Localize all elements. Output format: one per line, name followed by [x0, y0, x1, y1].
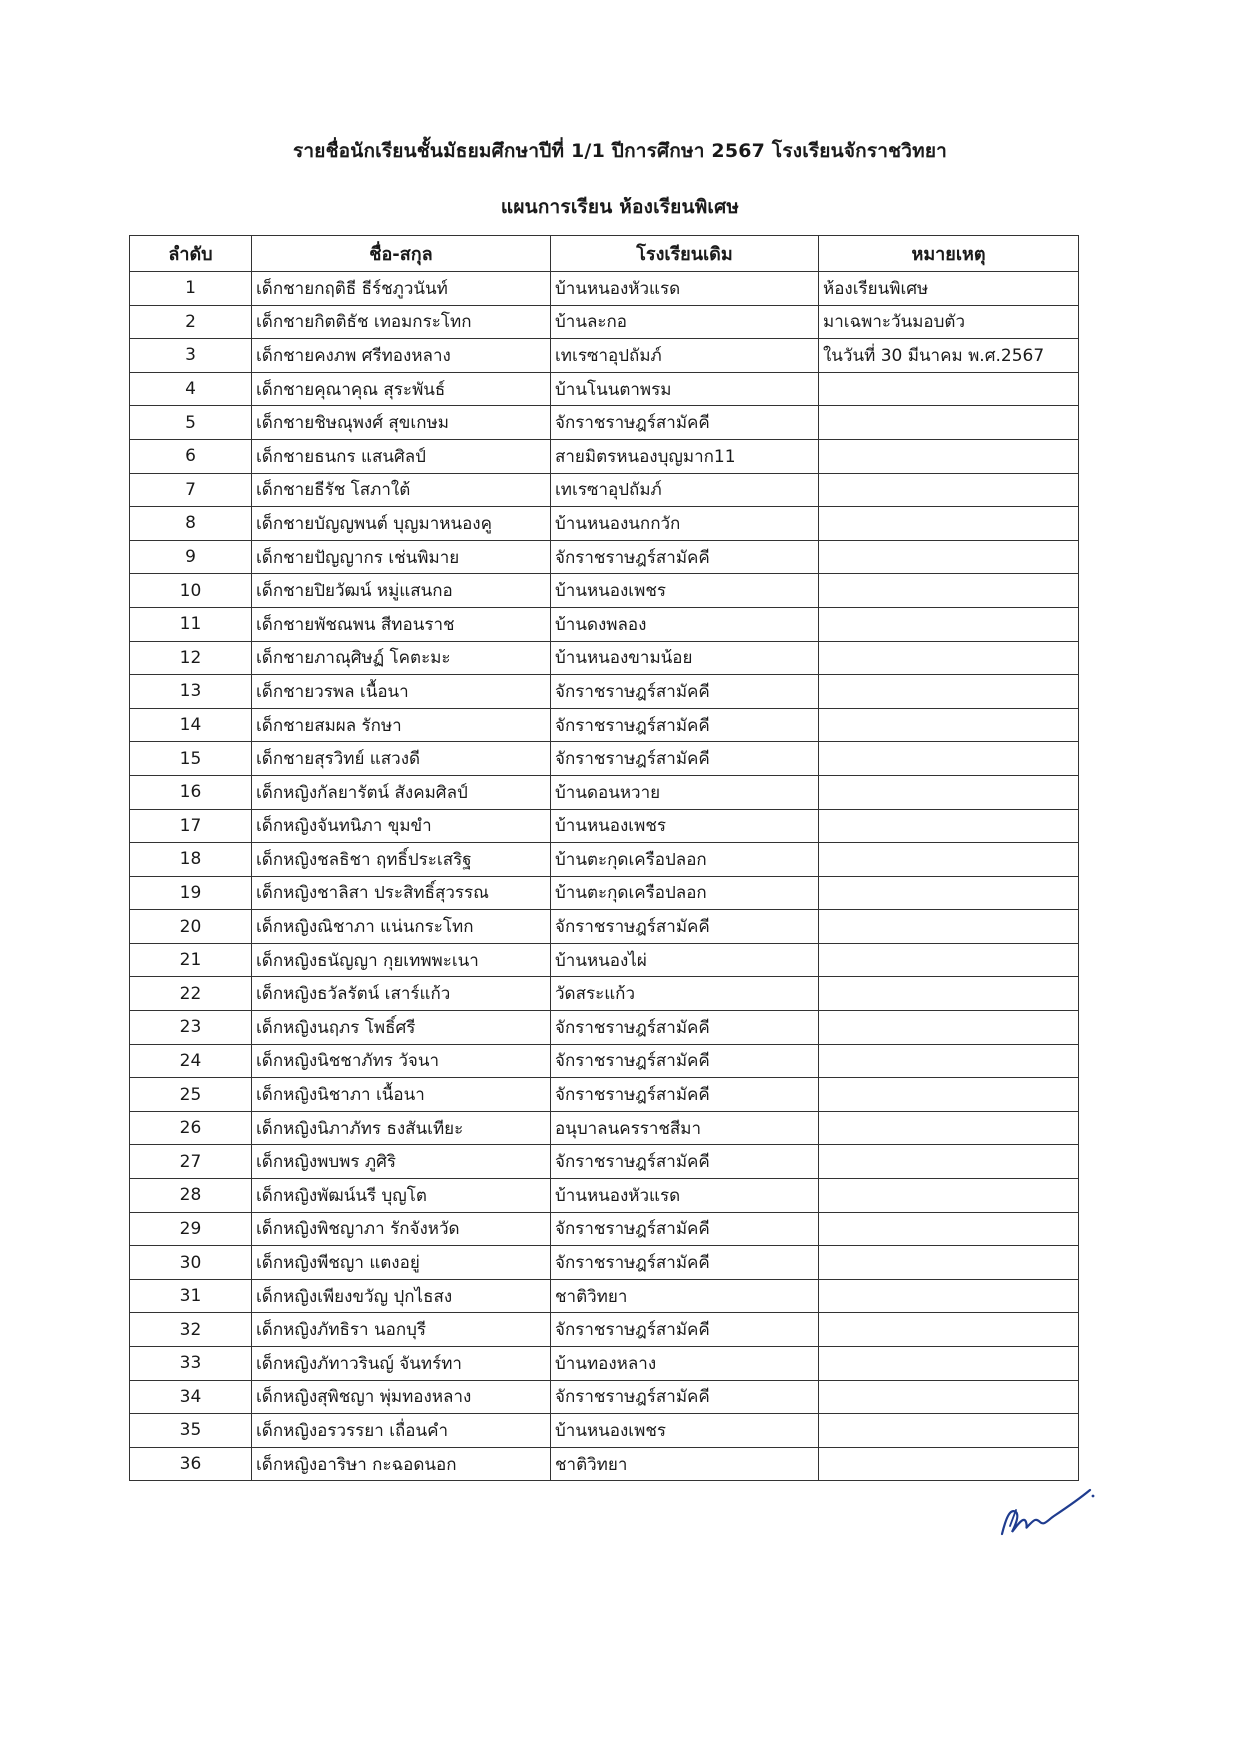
cell-remark — [819, 1212, 1079, 1246]
cell-order: 33 — [130, 1347, 252, 1381]
cell-previous-school: จักราชราษฎร์สามัคคี — [551, 1078, 819, 1112]
cell-previous-school: บ้านหนองเพชร — [551, 809, 819, 843]
cell-remark — [819, 1279, 1079, 1313]
cell-name: เด็กหญิงภัทธิรา นอกบุรี — [252, 1313, 551, 1347]
cell-previous-school: จักราชราษฎร์สามัคคี — [551, 708, 819, 742]
cell-remark — [819, 809, 1079, 843]
cell-name: เด็กชายคุณาคุณ สุระพันธ์ — [252, 372, 551, 406]
cell-name: เด็กหญิงธวัลรัตน์ เสาร์แก้ว — [252, 977, 551, 1011]
cell-order: 5 — [130, 406, 252, 440]
cell-previous-school: จักราชราษฎร์สามัคคี — [551, 1246, 819, 1280]
cell-order: 25 — [130, 1078, 252, 1112]
cell-remark — [819, 372, 1079, 406]
cell-remark — [819, 439, 1079, 473]
cell-order: 36 — [130, 1447, 252, 1481]
cell-previous-school: บ้านหนองเพชร — [551, 574, 819, 608]
cell-previous-school: บ้านหนองไผ่ — [551, 943, 819, 977]
cell-name: เด็กหญิงนิภาภัทร ธงสันเทียะ — [252, 1111, 551, 1145]
cell-remark — [819, 540, 1079, 574]
cell-order: 35 — [130, 1414, 252, 1448]
cell-remark — [819, 1447, 1079, 1481]
table-row — [130, 977, 1079, 1011]
cell-name: เด็กชายกฤติธี ธีร์ชภูวนันท์ — [252, 272, 551, 306]
cell-order: 16 — [130, 775, 252, 809]
cell-remark — [819, 1111, 1079, 1145]
cell-previous-school: สายมิตรหนองบุญมาก11 — [551, 439, 819, 473]
header-previous-school: โรงเรียนเดิม — [551, 236, 819, 272]
cell-order: 32 — [130, 1313, 252, 1347]
cell-order: 4 — [130, 372, 252, 406]
cell-order: 2 — [130, 305, 252, 339]
header-name: ชื่อ-สกุล — [252, 236, 551, 272]
cell-previous-school: บ้านหนองนกกวัก — [551, 507, 819, 541]
cell-name: เด็กหญิงธนัญญา กุยเทพพะเนา — [252, 943, 551, 977]
cell-remark — [819, 775, 1079, 809]
cell-name: เด็กหญิงจันทนิภา ขุมขำ — [252, 809, 551, 843]
cell-previous-school: บ้านหนองหัวแรด — [551, 272, 819, 306]
table-row — [130, 1111, 1079, 1145]
cell-remark — [819, 406, 1079, 440]
table-row — [130, 742, 1079, 776]
cell-remark — [819, 473, 1079, 507]
cell-previous-school: วัดสระแก้ว — [551, 977, 819, 1011]
cell-previous-school: บ้านตะกุดเครือปลอก — [551, 876, 819, 910]
cell-previous-school: จักราชราษฎร์สามัคคี — [551, 540, 819, 574]
cell-order: 24 — [130, 1044, 252, 1078]
table-row — [130, 910, 1079, 944]
cell-name: เด็กชายสุรวิทย์ แสวงดี — [252, 742, 551, 776]
cell-remark — [819, 1380, 1079, 1414]
table-row — [130, 507, 1079, 541]
cell-order: 15 — [130, 742, 252, 776]
table-row — [130, 1078, 1079, 1112]
document-title: รายชื่อนักเรียนชั้นมัธยมศึกษาปีที่ 1/1 ปีการศึกษา 2567 โรงเรียนจักราชวิทยา — [292, 140, 948, 162]
cell-previous-school: จักราชราษฎร์สามัคคี — [551, 1011, 819, 1045]
cell-remark — [819, 1145, 1079, 1179]
cell-name: เด็กหญิงนฤภร โพธิ์ศรี — [252, 1011, 551, 1045]
table-row — [130, 1347, 1079, 1381]
cell-remark: มาเฉพาะวันมอบตัว — [819, 305, 1079, 339]
cell-order: 30 — [130, 1246, 252, 1280]
cell-order: 8 — [130, 507, 252, 541]
cell-previous-school: จักราชราษฎร์สามัคคี — [551, 406, 819, 440]
cell-order: 6 — [130, 439, 252, 473]
cell-name: เด็กชายบัญญพนต์ บุญมาหนองคู — [252, 507, 551, 541]
cell-previous-school: บ้านหนองขามน้อย — [551, 641, 819, 675]
cell-remark — [819, 1044, 1079, 1078]
cell-order: 22 — [130, 977, 252, 1011]
cell-previous-school: จักราชราษฎร์สามัคคี — [551, 1212, 819, 1246]
cell-remark — [819, 675, 1079, 709]
cell-name: เด็กชายปัญญากร เช่นพิมาย — [252, 540, 551, 574]
header-order: ลำดับ — [130, 236, 252, 272]
table-row — [130, 1447, 1079, 1481]
cell-previous-school: บ้านทองหลาง — [551, 1347, 819, 1381]
cell-name: เด็กหญิงพัฒน์นรี บุญโต — [252, 1179, 551, 1213]
table-row — [130, 1145, 1079, 1179]
table-row — [130, 775, 1079, 809]
cell-previous-school: บ้านหนองเพชร — [551, 1414, 819, 1448]
cell-order: 28 — [130, 1179, 252, 1213]
cell-name: เด็กชายคงภพ ศรีทองหลาง — [252, 339, 551, 373]
cell-previous-school: จักราชราษฎร์สามัคคี — [551, 675, 819, 709]
cell-order: 19 — [130, 876, 252, 910]
cell-order: 3 — [130, 339, 252, 373]
table-row — [130, 574, 1079, 608]
cell-remark — [819, 1179, 1079, 1213]
cell-name: เด็กหญิงพิชญาภา รักจังหวัด — [252, 1212, 551, 1246]
cell-remark — [819, 910, 1079, 944]
table-row — [130, 540, 1079, 574]
table-row — [130, 607, 1079, 641]
table-row — [130, 473, 1079, 507]
cell-name: เด็กหญิงอรวรรยา เถื่อนคำ — [252, 1414, 551, 1448]
cell-order: 10 — [130, 574, 252, 608]
header-remark: หมายเหตุ — [819, 236, 1079, 272]
cell-remark — [819, 876, 1079, 910]
cell-order: 21 — [130, 943, 252, 977]
cell-name: เด็กหญิงเพียงขวัญ ปุกไธสง — [252, 1279, 551, 1313]
cell-previous-school: อนุบาลนครราชสีมา — [551, 1111, 819, 1145]
cell-name: เด็กหญิงชาลิสา ประสิทธิ์สุวรรณ — [252, 876, 551, 910]
cell-remark — [819, 843, 1079, 877]
cell-order: 1 — [130, 272, 252, 306]
cell-order: 17 — [130, 809, 252, 843]
table-row — [130, 943, 1079, 977]
cell-remark — [819, 977, 1079, 1011]
cell-order: 34 — [130, 1380, 252, 1414]
cell-previous-school: เทเรซาอุปถัมภ์ — [551, 473, 819, 507]
cell-previous-school: ชาติวิทยา — [551, 1279, 819, 1313]
cell-remark — [819, 708, 1079, 742]
cell-name: เด็กชายสมผล รักษา — [252, 708, 551, 742]
table-row — [130, 843, 1079, 877]
cell-order: 14 — [130, 708, 252, 742]
cell-previous-school: จักราชราษฎร์สามัคคี — [551, 1313, 819, 1347]
cell-order: 31 — [130, 1279, 252, 1313]
cell-previous-school: จักราชราษฎร์สามัคคี — [551, 910, 819, 944]
cell-previous-school: บ้านหนองหัวแรด — [551, 1179, 819, 1213]
cell-previous-school: บ้านโนนตาพรม — [551, 372, 819, 406]
table-row — [130, 1212, 1079, 1246]
table-row — [130, 1246, 1079, 1280]
cell-name: เด็กชายภาณุศิษฏ์ โคตะมะ — [252, 641, 551, 675]
cell-name: เด็กชายปิยวัฒน์ หมู่แสนกอ — [252, 574, 551, 608]
table-row — [130, 1279, 1079, 1313]
table-row — [130, 1313, 1079, 1347]
cell-name: เด็กหญิงอาริษา กะฉอดนอก — [252, 1447, 551, 1481]
cell-remark — [819, 1414, 1079, 1448]
cell-name: เด็กหญิงพบพร ภูศิริ — [252, 1145, 551, 1179]
cell-name: เด็กหญิงณิชาภา แน่นกระโทก — [252, 910, 551, 944]
table-row — [130, 372, 1079, 406]
cell-order: 29 — [130, 1212, 252, 1246]
table-row — [130, 439, 1079, 473]
table-row — [130, 809, 1079, 843]
cell-name: เด็กหญิงชลธิชา ฤทธิ์ประเสริฐ — [252, 843, 551, 877]
table-row — [130, 708, 1079, 742]
cell-remark — [819, 1313, 1079, 1347]
cell-remark — [819, 1347, 1079, 1381]
cell-previous-school: จักราชราษฎร์สามัคคี — [551, 742, 819, 776]
cell-order: 18 — [130, 843, 252, 877]
cell-previous-school: บ้านละกอ — [551, 305, 819, 339]
table-row — [130, 305, 1079, 339]
cell-name: เด็กหญิงนิชชาภัทร วัจนา — [252, 1044, 551, 1078]
cell-order: 20 — [130, 910, 252, 944]
cell-order: 12 — [130, 641, 252, 675]
cell-order: 26 — [130, 1111, 252, 1145]
cell-previous-school: จักราชราษฎร์สามัคคี — [551, 1380, 819, 1414]
student-table — [129, 235, 1079, 1481]
cell-order: 23 — [130, 1011, 252, 1045]
cell-remark — [819, 943, 1079, 977]
cell-remark — [819, 507, 1079, 541]
cell-previous-school: จักราชราษฎร์สามัคคี — [551, 1044, 819, 1078]
cell-name: เด็กชายชิษณุพงศ์ สุขเกษม — [252, 406, 551, 440]
table-row — [130, 1414, 1079, 1448]
cell-remark — [819, 641, 1079, 675]
cell-remark — [819, 1246, 1079, 1280]
cell-remark — [819, 1011, 1079, 1045]
cell-name: เด็กหญิงพีชญา แตงอยู่ — [252, 1246, 551, 1280]
cell-name: เด็กหญิงภัทาวรินญ์ จันทร์ทา — [252, 1347, 551, 1381]
cell-order: 11 — [130, 607, 252, 641]
table-row — [130, 1044, 1079, 1078]
cell-name: เด็กหญิงนิชาภา เนื้อนา — [252, 1078, 551, 1112]
cell-name: เด็กชายพัชณพน สีทอนราช — [252, 607, 551, 641]
table-row — [130, 641, 1079, 675]
table-row — [130, 406, 1079, 440]
table-row — [130, 1380, 1079, 1414]
cell-name: เด็กชายธีรัช โสภาใต้ — [252, 473, 551, 507]
cell-order: 9 — [130, 540, 252, 574]
cell-remark: ในวันที่ 30 มีนาคม พ.ศ.2567 — [819, 339, 1079, 373]
cell-name: เด็กชายธนกร แสนศิลป์ — [252, 439, 551, 473]
cell-previous-school: บ้านตะกุดเครือปลอก — [551, 843, 819, 877]
cell-previous-school: จักราชราษฎร์สามัคคี — [551, 1145, 819, 1179]
cell-previous-school: บ้านดงพลอง — [551, 607, 819, 641]
table-header-row — [130, 236, 1079, 272]
table-row — [130, 339, 1079, 373]
cell-order: 13 — [130, 675, 252, 709]
table-row — [130, 1179, 1079, 1213]
cell-name: เด็กชายวรพล เนื้อนา — [252, 675, 551, 709]
cell-remark: ห้องเรียนพิเศษ — [819, 272, 1079, 306]
cell-name: เด็กหญิงกัลยารัตน์ สังคมศิลป์ — [252, 775, 551, 809]
table-row — [130, 876, 1079, 910]
cell-order: 7 — [130, 473, 252, 507]
cell-remark — [819, 574, 1079, 608]
document-subtitle: แผนการเรียน ห้องเรียนพิเศษ — [500, 196, 740, 218]
signature — [996, 1478, 1096, 1544]
cell-remark — [819, 607, 1079, 641]
table-row — [130, 675, 1079, 709]
cell-previous-school: ชาติวิทยา — [551, 1447, 819, 1481]
cell-order: 27 — [130, 1145, 252, 1179]
cell-name: เด็กหญิงสุพิชญา พุ่มทองหลาง — [252, 1380, 551, 1414]
table-row — [130, 1011, 1079, 1045]
cell-remark — [819, 1078, 1079, 1112]
cell-remark — [819, 742, 1079, 776]
cell-name: เด็กชายกิตติธัช เทอมกระโทก — [252, 305, 551, 339]
cell-previous-school: บ้านดอนหวาย — [551, 775, 819, 809]
cell-previous-school: เทเรซาอุปถัมภ์ — [551, 339, 819, 373]
table-row — [130, 272, 1079, 306]
